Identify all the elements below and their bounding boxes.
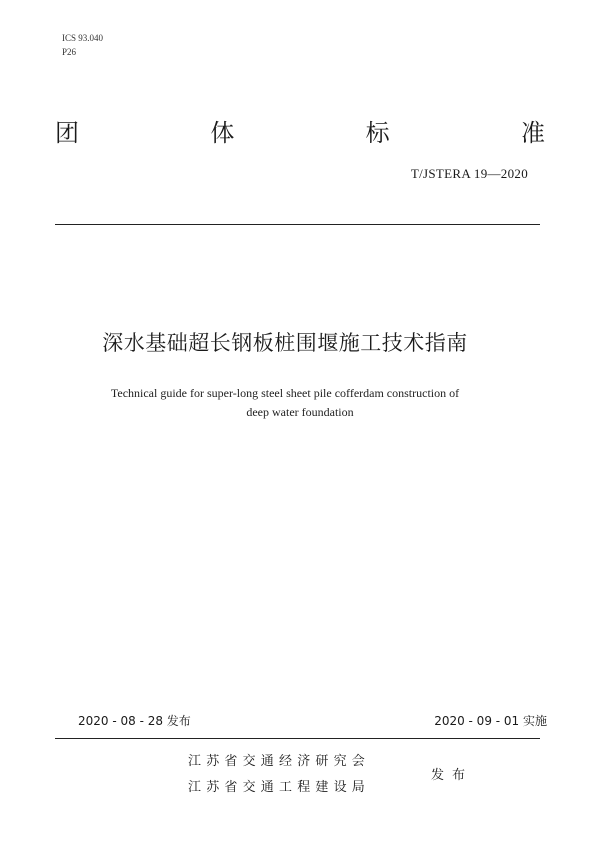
implementation-date: 2020 - 09 - 01 实施 xyxy=(434,714,547,728)
standard-type-char: 体 xyxy=(210,119,235,147)
title-english-line-1: Technical guide for super-long steel sheet pile cofferdam construction of xyxy=(110,386,460,400)
standard-type-heading xyxy=(55,118,545,148)
publish-label: 发布 xyxy=(431,768,474,783)
bottom-divider xyxy=(55,738,540,739)
standard-type-char: 团 xyxy=(55,119,79,147)
standard-number: T/JSTERA 19—2020 xyxy=(410,166,528,181)
publisher-org-1: 江苏省交通经济研究会 xyxy=(188,754,371,769)
title-english-line-2: deep water foundation xyxy=(246,405,354,419)
top-divider xyxy=(55,224,540,225)
ccs-code: P26 xyxy=(62,47,77,57)
title-chinese: 深水基础超长钢板桩围堰施工技术指南 xyxy=(102,331,468,355)
publisher-org-2: 江苏省交通工程建设局 xyxy=(188,780,371,795)
standard-type-char: 准 xyxy=(520,119,545,147)
standard-type-char: 标 xyxy=(365,119,390,147)
issue-date: 2020 - 08 - 28 发布 xyxy=(78,714,191,728)
ics-code: ICS 93.040 xyxy=(62,33,104,43)
